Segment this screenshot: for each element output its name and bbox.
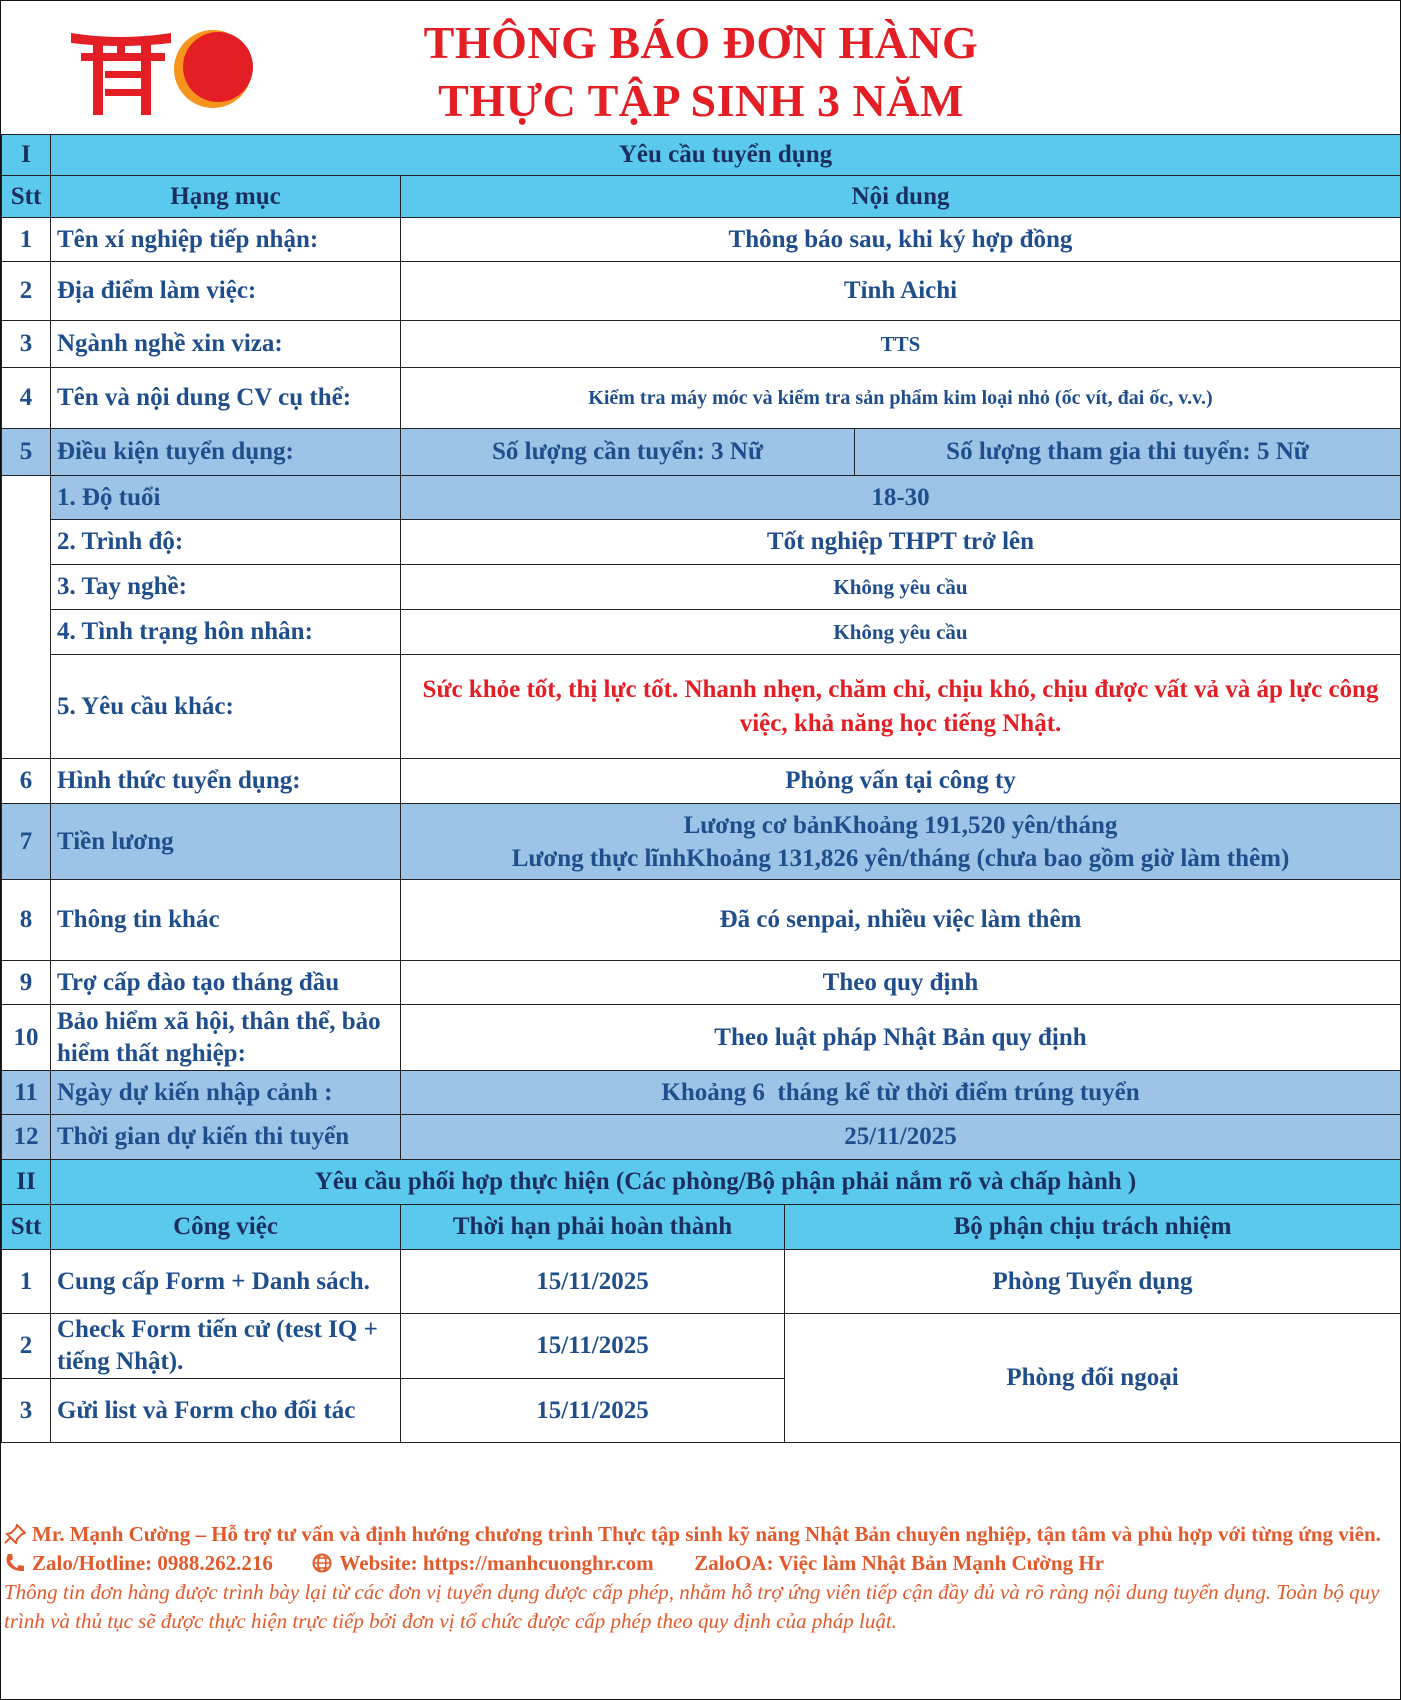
row-item: Ngày dự kiến nhập cảnh : bbox=[51, 1071, 401, 1115]
task-deadline: 15/11/2025 bbox=[401, 1250, 785, 1314]
footer bbox=[4, 1520, 1394, 1636]
task-row bbox=[2, 1250, 1401, 1314]
footer-contacts bbox=[4, 1549, 1394, 1578]
table-row bbox=[2, 565, 1401, 610]
task-dept: Phòng đối ngoại bbox=[785, 1314, 1401, 1443]
table-row bbox=[2, 610, 1401, 655]
row-value: 25/11/2025 bbox=[401, 1115, 1401, 1160]
row-stt: 9 bbox=[2, 961, 51, 1005]
task-deadline: 15/11/2025 bbox=[401, 1379, 785, 1443]
row-value: Theo luật pháp Nhật Bản quy định bbox=[401, 1005, 1401, 1071]
row-item: Thông tin khác bbox=[51, 880, 401, 961]
table-row bbox=[2, 262, 1401, 321]
task-deadline: 15/11/2025 bbox=[401, 1314, 785, 1379]
table-row bbox=[2, 961, 1401, 1005]
col-content: Nội dung bbox=[401, 176, 1401, 218]
col-deadline: Thời hạn phải hoàn thành bbox=[401, 1205, 785, 1250]
row-value: Theo quy định bbox=[401, 961, 1401, 1005]
row-value: Sức khỏe tốt, thị lực tốt. Nhanh nhẹn, chăm chỉ, chịu khó, chịu được vất vả và áp lực công việc, khả năng học tiếng Nhật. bbox=[401, 655, 1401, 759]
table-row bbox=[2, 1071, 1401, 1115]
row-item: 5. Yêu cầu khác: bbox=[51, 655, 401, 759]
table-row bbox=[2, 759, 1401, 804]
condition-stt-blank bbox=[2, 476, 51, 759]
table-row bbox=[2, 476, 1401, 520]
row-stt: 4 bbox=[2, 368, 51, 429]
task-stt: 2 bbox=[2, 1314, 51, 1379]
table-row bbox=[2, 520, 1401, 565]
phone-icon bbox=[4, 1553, 26, 1573]
section-1-header bbox=[2, 135, 1401, 176]
section-number: II bbox=[2, 1160, 51, 1205]
row-value: Đã có senpai, nhiều việc làm thêm bbox=[401, 880, 1401, 961]
task-stt: 1 bbox=[2, 1250, 51, 1314]
table-row bbox=[2, 655, 1401, 759]
row-item: Hình thức tuyển dụng: bbox=[51, 759, 401, 804]
title-line-1: THÔNG BÁO ĐƠN HÀNG bbox=[423, 17, 979, 68]
row-item: Ngành nghề xin viza: bbox=[51, 321, 401, 368]
row-item: Tên xí nghiệp tiếp nhận: bbox=[51, 218, 401, 262]
row-stt: 6 bbox=[2, 759, 51, 804]
footer-intro-line bbox=[4, 1520, 1394, 1549]
row-item: Địa điểm làm việc: bbox=[51, 262, 401, 321]
section-title: Yêu cầu phối hợp thực hiện (Các phòng/Bộ phận phải nắm rõ và chấp hành ) bbox=[51, 1160, 1401, 1205]
row-item: Thời gian dự kiến thi tuyển bbox=[51, 1115, 401, 1160]
column-header-row bbox=[2, 176, 1401, 218]
task-dept: Phòng Tuyển dụng bbox=[785, 1250, 1401, 1314]
footer-hotline[interactable]: Zalo/Hotline: 0988.262.216 bbox=[32, 1551, 273, 1575]
row-value: Không yêu cầu bbox=[401, 610, 1401, 655]
salary-net: Lương thực lĩnhKhoảng 131,826 yên/tháng (chưa bao gồm giờ làm thêm) bbox=[511, 844, 1290, 872]
torii-sun-logo bbox=[71, 27, 271, 117]
task-name: Cung cấp Form + Danh sách. bbox=[51, 1250, 401, 1314]
col-dept: Bộ phận chịu trách nhiệm bbox=[785, 1205, 1401, 1250]
row-value: Kiểm tra máy móc và kiểm tra sản phẩm kim loại nhỏ (ốc vít, đai ốc, v.v.) bbox=[401, 368, 1401, 429]
row-item: Bảo hiểm xã hội, thân thể, bảo hiểm thất nghiệp: bbox=[51, 1005, 401, 1071]
quota-needed: Số lượng cần tuyển: 3 Nữ bbox=[401, 429, 855, 476]
row-stt: 11 bbox=[2, 1071, 51, 1115]
table-row bbox=[2, 880, 1401, 961]
row-item: 4. Tình trạng hôn nhân: bbox=[51, 610, 401, 655]
row-item: Tên và nội dung CV cụ thể: bbox=[51, 368, 401, 429]
row-stt: 5 bbox=[2, 429, 51, 476]
table-row bbox=[2, 1115, 1401, 1160]
col-stt: Stt bbox=[2, 176, 51, 218]
footer-intro: Mr. Mạnh Cường – Hỗ trợ tư vấn và định hướng chương trình Thực tập sinh kỹ năng Nhật Bản chuyên nghiệp, tận tâm và phù hợp với từng ứng viên. bbox=[32, 1522, 1381, 1546]
section-title: Yêu cầu tuyển dụng bbox=[51, 135, 1401, 176]
row-stt: 1 bbox=[2, 218, 51, 262]
table-row bbox=[2, 218, 1401, 262]
table-row bbox=[2, 429, 1401, 476]
task-header-row bbox=[2, 1205, 1401, 1250]
footer-website[interactable]: Website: https://manhcuonghr.com bbox=[339, 1551, 654, 1575]
row-value: Phỏng vấn tại công ty bbox=[401, 759, 1401, 804]
table-row bbox=[2, 804, 1401, 880]
row-value: Khoảng 6 tháng kể từ thời điểm trúng tuyển bbox=[401, 1071, 1401, 1115]
task-name: Check Form tiến cử (test IQ + tiếng Nhật). bbox=[51, 1314, 401, 1379]
col-stt: Stt bbox=[2, 1205, 51, 1250]
row-stt: 10 bbox=[2, 1005, 51, 1071]
title-line-2: THỰC TẬP SINH 3 NĂM bbox=[438, 75, 964, 126]
row-item: Tiền lương bbox=[51, 804, 401, 880]
row-stt: 7 bbox=[2, 804, 51, 880]
row-value: 18-30 bbox=[401, 476, 1401, 520]
col-task: Công việc bbox=[51, 1205, 401, 1250]
row-stt: 3 bbox=[2, 321, 51, 368]
row-stt: 8 bbox=[2, 880, 51, 961]
header bbox=[1, 1, 1400, 134]
task-stt: 3 bbox=[2, 1379, 51, 1443]
salary-value bbox=[401, 804, 1401, 880]
row-item: 2. Trình độ: bbox=[51, 520, 401, 565]
footer-disclaimer: Thông tin đơn hàng được trình bày lại từ các đơn vị tuyển dụng được cấp phép, nhằm hỗ trợ ứng viên tiếp cận đầy đủ và rõ ràng nội dung tuyển dụng. Toàn bộ quy trình và thủ tục sẽ được thực hiện trực tiếp bởi đơn vị tổ chức được cấp phép theo quy định của pháp luật. bbox=[4, 1580, 1380, 1633]
col-item: Hạng mục bbox=[51, 176, 401, 218]
row-item: 3. Tay nghề: bbox=[51, 565, 401, 610]
recruitment-table bbox=[1, 134, 1401, 1443]
table-row bbox=[2, 1005, 1401, 1071]
footer-zalo-oa[interactable]: ZaloOA: Việc làm Nhật Bản Mạnh Cường Hr bbox=[694, 1551, 1105, 1575]
quota-exam: Số lượng tham gia thi tuyển: 5 Nữ bbox=[855, 429, 1401, 476]
section-number: I bbox=[2, 135, 51, 176]
row-item: Điều kiện tuyển dụng: bbox=[51, 429, 401, 476]
row-item: 1. Độ tuổi bbox=[51, 476, 401, 520]
table-row bbox=[2, 368, 1401, 429]
row-value: Tốt nghiệp THPT trở lên bbox=[401, 520, 1401, 565]
task-name: Gửi list và Form cho đối tác bbox=[51, 1379, 401, 1443]
row-value: Không yêu cầu bbox=[401, 565, 1401, 610]
row-item: Trợ cấp đào tạo tháng đầu bbox=[51, 961, 401, 1005]
row-value: TTS bbox=[401, 321, 1401, 368]
section-2-header bbox=[2, 1160, 1401, 1205]
row-stt: 12 bbox=[2, 1115, 51, 1160]
row-stt: 2 bbox=[2, 262, 51, 321]
table-row bbox=[2, 321, 1401, 368]
globe-icon bbox=[311, 1553, 333, 1573]
row-value: Thông báo sau, khi ký hợp đồng bbox=[401, 218, 1401, 262]
row-value: Tỉnh Aichi bbox=[401, 262, 1401, 321]
pin-icon bbox=[4, 1524, 26, 1544]
task-row bbox=[2, 1314, 1401, 1379]
salary-basic: Lương cơ bảnKhoảng 191,520 yên/tháng bbox=[683, 811, 1118, 839]
